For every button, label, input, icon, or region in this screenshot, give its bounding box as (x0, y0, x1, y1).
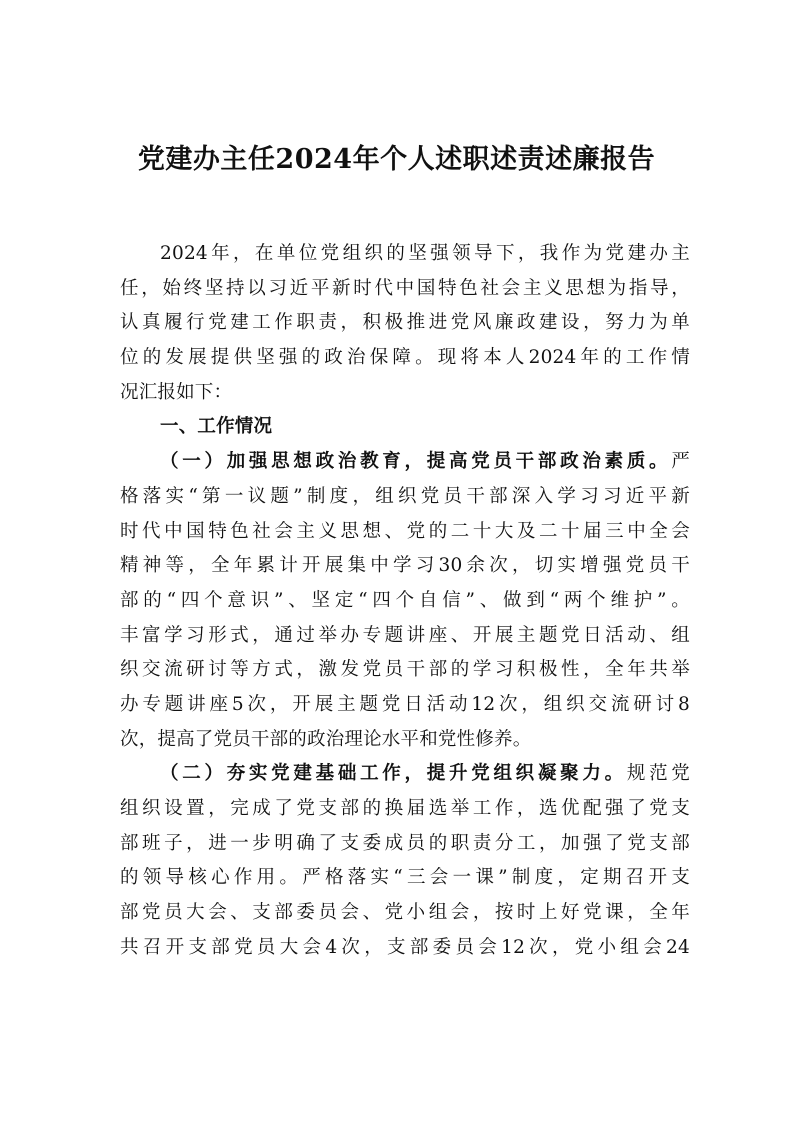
paragraph-line: 组织设置，完成了党支部的换届选举工作，选优配强了党支 (120, 798, 690, 819)
paragraph-line: 丰富学习形式，通过举办专题讲座、开展主题党日活动、组 (120, 624, 690, 646)
section-heading: 一、工作情况 (160, 416, 273, 438)
paragraph-line: 格落实“第一议题”制度，组织党员干部深入学习习近平新 (120, 485, 690, 507)
paragraph-line: 的领导核心作用。严格落实“三会一课”制度，定期召开支 (120, 867, 690, 889)
paragraph-line: 织交流研讨等方式，激发党员干部的学习积极性，全年共举 (120, 659, 690, 681)
subsection-text: 规范党 (626, 763, 691, 785)
subsection-first-line (120, 757, 690, 792)
paragraph-line: 认真履行党建工作职责，积极推进党风廉政建设，努力为单 (120, 312, 690, 334)
paragraph-line: 部的“四个意识”、坚定“四个自信”、做到“两个维护”。 (120, 589, 690, 611)
paragraph-line: 办专题讲座5次，开展主题党日活动12次，组织交流研讨8 (120, 693, 690, 715)
paragraph-line: 共召开支部党员大会4次，支部委员会12次，党小组会24 (120, 936, 690, 958)
paragraph-line: 精神等，全年累计开展集中学习30余次，切实增强党员干 (120, 555, 690, 577)
paragraph-line: 位的发展提供坚强的政治保障。现将本人2024年的工作情 (120, 347, 690, 369)
document-body (120, 237, 690, 965)
document-title: 党建办主任2024年个人述职述责述廉报告 (137, 144, 656, 175)
paragraph-line: 次，提高了党员干部的政治理论水平和党性修养。 (120, 728, 532, 750)
paragraph-line: 部党员大会、支部委员会、党小组会，按时上好党课，全年 (120, 902, 690, 924)
paragraph-line: 况汇报如下： (120, 381, 233, 403)
paragraph-line: 2024年，在单位党组织的坚强领导下，我作为党建办主 (160, 243, 690, 264)
subsection-lead: （一）加强思想政治教育，提高党员干部政治素质。 (160, 451, 672, 473)
paragraph-line: 部班子，进一步明确了支委成员的职责分工，加强了党支部 (120, 832, 690, 854)
subsection-first-line (120, 445, 690, 480)
subsection-text: 严 (671, 451, 690, 473)
paragraph-line: 任，始终坚持以习近平新时代中国特色社会主义思想为指导， (120, 277, 690, 299)
paragraph-line: 时代中国特色社会主义思想、党的二十大及二十届三中全会 (120, 520, 690, 542)
subsection-lead: （二）夯实党建基础工作，提升党组织凝聚力。 (160, 763, 627, 785)
